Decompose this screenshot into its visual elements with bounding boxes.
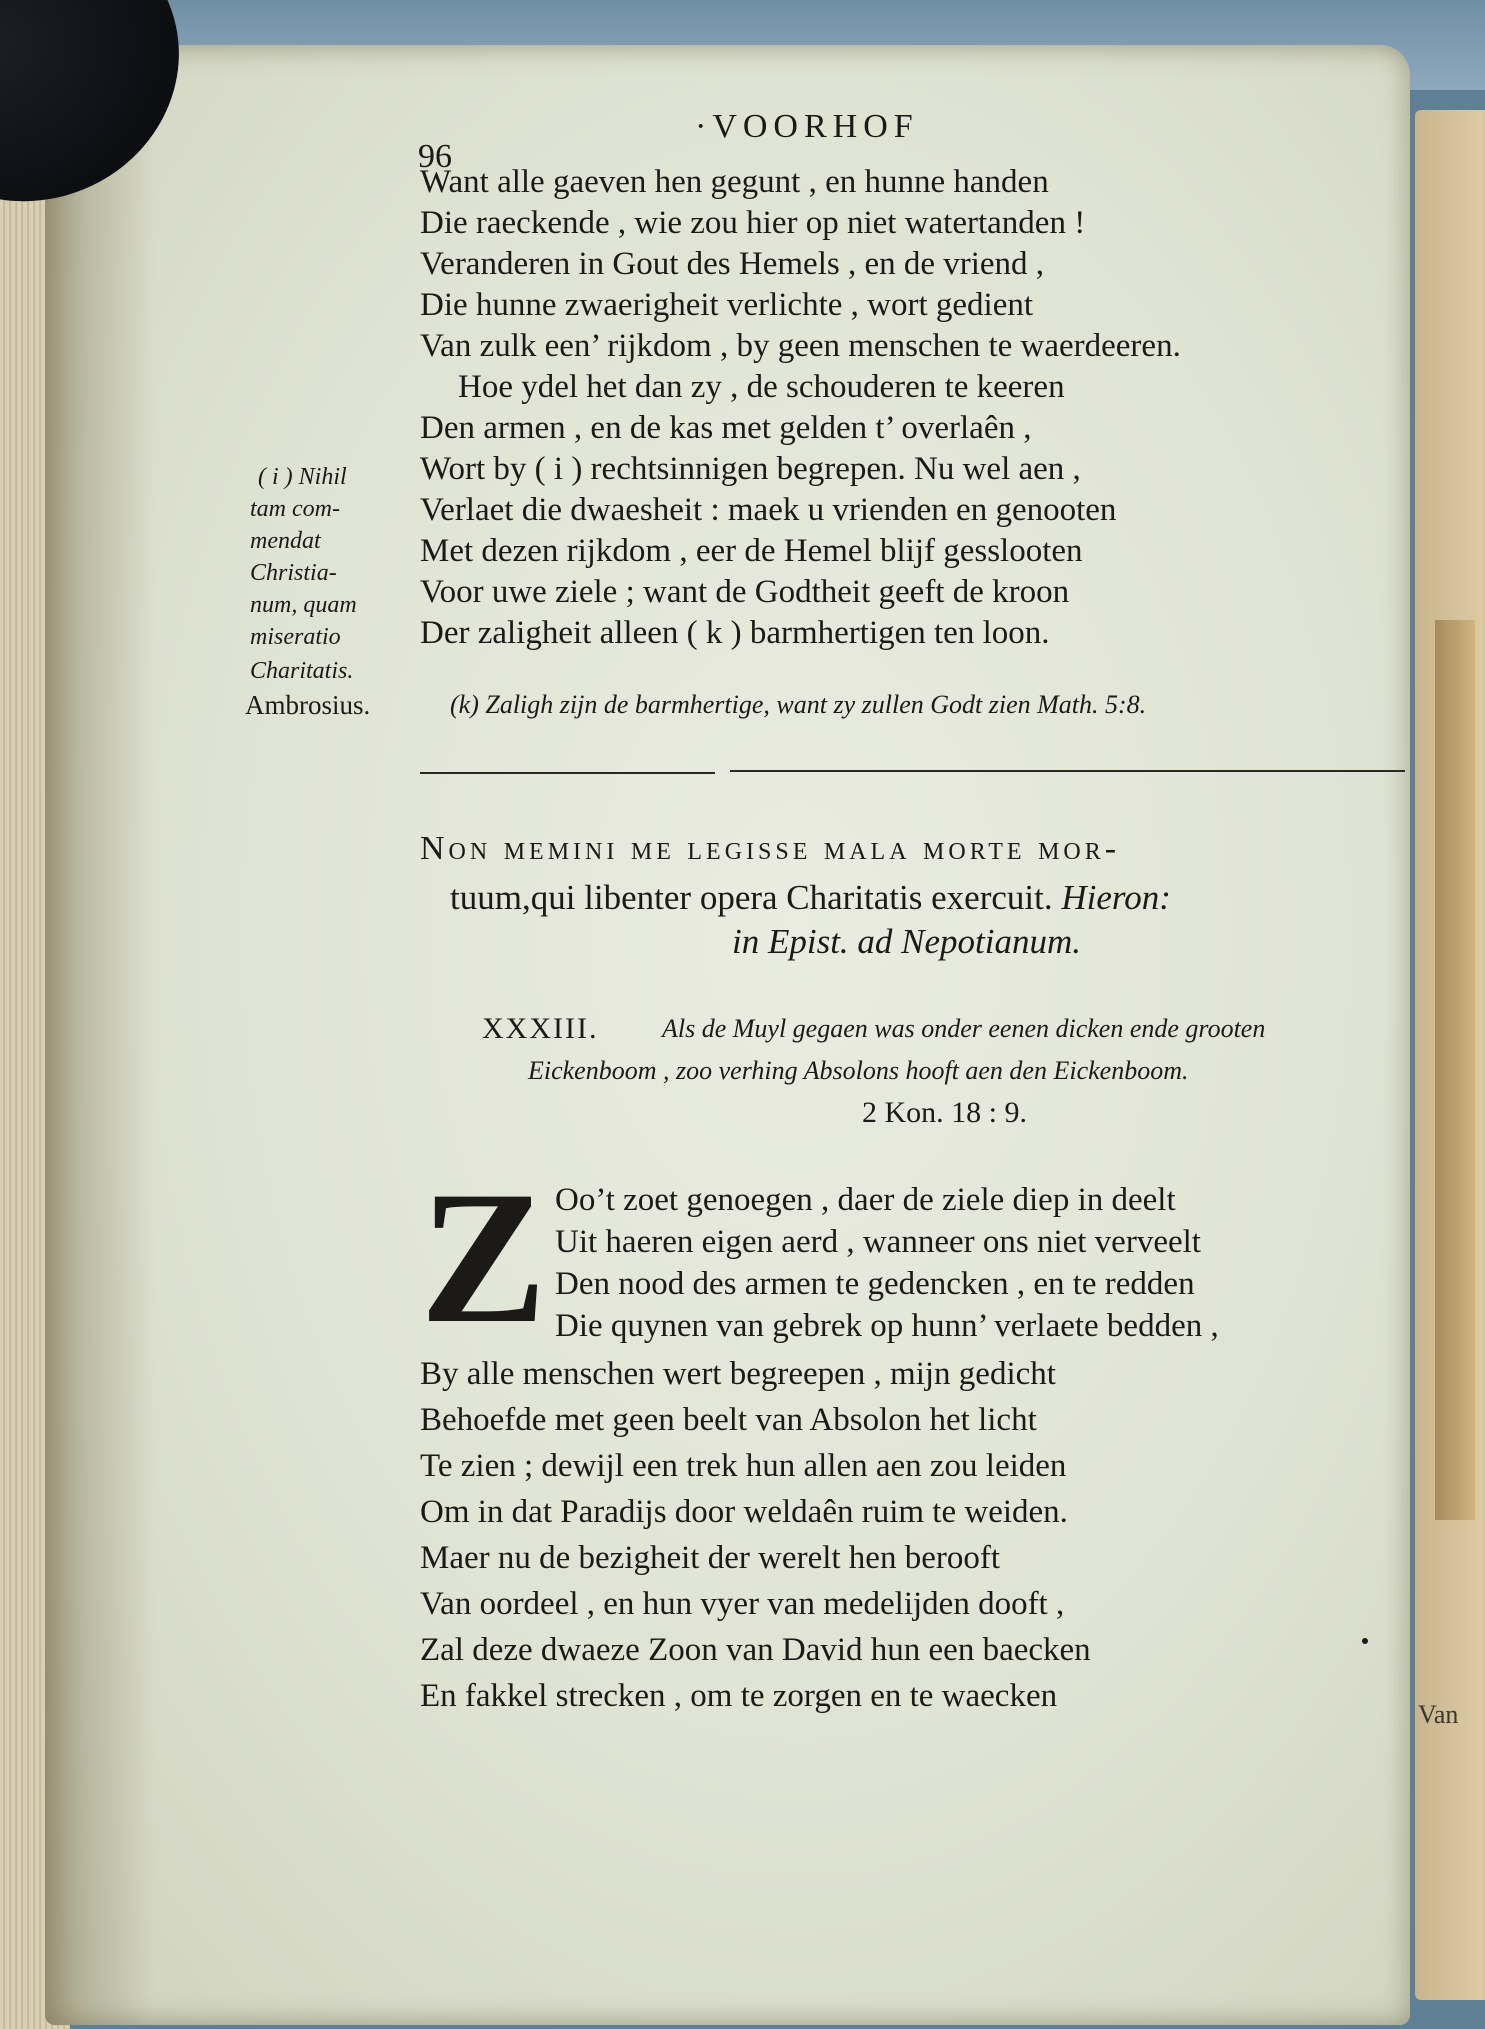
- verse-line: Veranderen in Gout des Hemels , en de vriend ,: [420, 246, 1045, 282]
- verse-line: By alle menschen wert begreepen , mijn gedicht: [420, 1356, 1056, 1392]
- ink-dot: [1362, 1638, 1368, 1644]
- verse-line: Voor uwe ziele ; want de Godtheit geeft de kroon: [420, 574, 1070, 610]
- verse-line: Hoe ydel het dan zy , de schouderen te keeren: [458, 369, 1065, 405]
- emblem-caption-line: Eickenboom , zoo verhing Absolons hooft aen den Eickenboom.: [528, 1056, 1189, 1085]
- margin-note-line: Charitatis.: [250, 658, 354, 684]
- verse-line: Den nood des armen te gedencken , en te redden: [555, 1266, 1195, 1302]
- gutter-shadow: [45, 45, 155, 2025]
- margin-note-line: Christia-: [250, 560, 337, 586]
- facing-page-shadow: [1435, 620, 1475, 1520]
- verse-line: Van oordeel , en hun vyer van medelijden dooft ,: [420, 1586, 1065, 1622]
- verse-line: Want alle gaeven hen gegunt , en hunne handen: [420, 164, 1049, 200]
- motto-line-2-roman: tuum,qui libenter opera Charitatis exercuit.: [450, 878, 1053, 917]
- margin-note-line: num, quam: [250, 592, 357, 618]
- motto-line-3: in Epist. ad Nepotianum.: [732, 922, 1082, 961]
- separator-rule: [730, 770, 1405, 772]
- margin-note-line: tam com-: [250, 496, 340, 522]
- verse-line: Wort by ( i ) rechtsinnigen begrepen. Nu wel aen ,: [420, 451, 1081, 487]
- motto-line-2: [450, 878, 1171, 918]
- motto-line-2-italic: Hieron:: [1061, 878, 1171, 917]
- verse-line: Met dezen rijkdom , eer de Hemel blijf gesslooten: [420, 533, 1083, 569]
- emblem-caption-line: Als de Muyl gegaen was onder eenen dicken ende grooten: [662, 1014, 1266, 1043]
- verse-line: Oo’t zoet genoegen , daer de ziele diep in deelt: [555, 1182, 1176, 1218]
- verse-line: Van zulk een’ rijkdom , by geen menschen te waerdeeren.: [420, 328, 1181, 364]
- drop-cap: Z: [420, 1153, 547, 1363]
- verse-line: Om in dat Paradijs door weldaên ruim te weiden.: [420, 1494, 1068, 1530]
- margin-note-line: miseratio: [250, 624, 341, 650]
- verse-line: Uit haeren eigen aerd , wanneer ons niet verveelt: [555, 1224, 1201, 1260]
- separator-rule: [420, 772, 715, 774]
- verse-line: Die hunne zwaerigheit verlichte , wort gedient: [420, 287, 1034, 323]
- verse-line: Den armen , en de kas met gelden t’ overlaên ,: [420, 410, 1032, 446]
- margin-note-line: ( i ) Nihil: [258, 464, 347, 490]
- motto-line-1: Non memini me legisse mala morte mor-: [420, 830, 1121, 867]
- margin-note-line: Ambrosius.: [245, 690, 371, 720]
- emblem-number: XXXIII.: [482, 1012, 599, 1045]
- verse-line: Te zien ; dewijl een trek hun allen aen zou leiden: [420, 1448, 1067, 1484]
- verse-line: Die raeckende , wie zou hier op niet watertanden !: [420, 205, 1086, 241]
- verse-line: En fakkel strecken , om te zorgen en te waecken: [420, 1678, 1058, 1714]
- verse-line: Maer nu de bezigheit der werelt hen berooft: [420, 1540, 1000, 1576]
- page-number: 96: [418, 138, 452, 175]
- verse-line: Zal deze dwaeze Zoon van David hun een baecken: [420, 1632, 1091, 1668]
- margin-note-line: mendat: [250, 528, 321, 554]
- emblem-reference: 2 Kon. 18 : 9.: [862, 1096, 1027, 1129]
- verse-line: Verlaet die dwaesheit : maek u vrienden en genooten: [420, 492, 1117, 528]
- footnote: (k) Zaligh zijn de barmhertige, want zy zullen Godt zien Math. 5:8.: [450, 690, 1147, 719]
- verse-line: Der zaligheit alleen ( k ) barmhertigen ten loon.: [420, 615, 1050, 651]
- catchword: Van: [1418, 1700, 1459, 1729]
- verse-line: Behoefde met geen beelt van Absolon het licht: [420, 1402, 1037, 1438]
- verse-line: Die quynen van gebrek op hunn’ verlaete bedden ,: [555, 1308, 1219, 1344]
- running-title: ·VOORHOF: [695, 108, 919, 145]
